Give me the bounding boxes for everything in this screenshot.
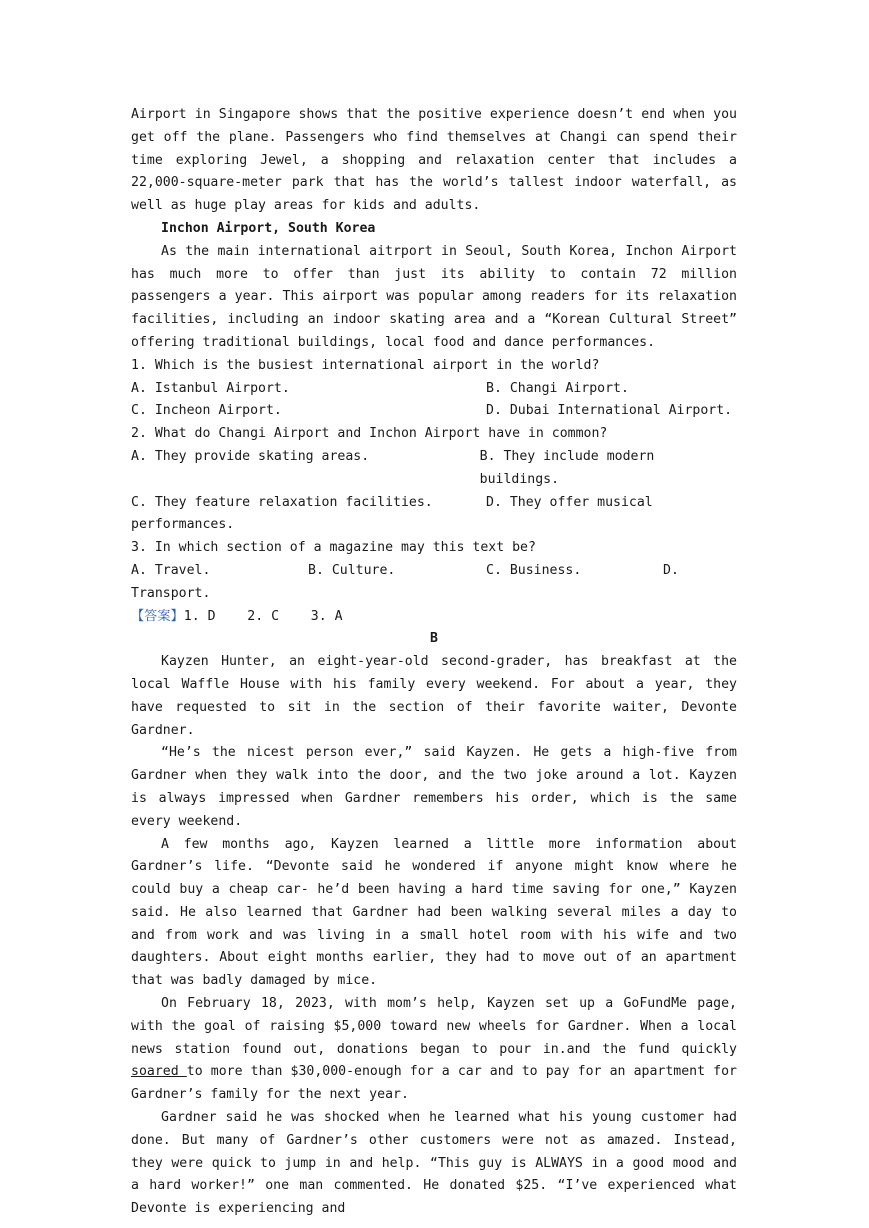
passage-b-paragraph-5: Gardner said he was shocked when he learned what his young customer had done. But many of Gardner’s other customers were not as amazed. Instead, they were quick to jump in and help. “This guy is ALWAYS in a good mood and a hard worker!” one man commented. He donated $25. “I’ve experienced what Devonte is experiencing and — [131, 1110, 737, 1217]
question-2-option-b: B. They include modern buildings. — [479, 448, 655, 487]
inchon-paragraph: As the main international aitrport in Seoul, South Korea, Inchon Airport has much more to offer than just its ability to contain 72 million passengers a year. This airport was popular among readers for its relaxation facilities, including an indoor skating area and a “Korean Cultural Street” offering traditional buildings, local food and dance performances. — [131, 243, 737, 350]
question-2-option-d-wrap: performances. — [131, 517, 235, 533]
question-2-stem: 2. What do Changi Airport and Inchon Airport have in common? — [131, 426, 608, 442]
question-1-option-b: B. Changi Airport. — [486, 380, 629, 396]
question-2-option-d: D. They offer musical — [486, 494, 653, 510]
question-2-option-c: C. They feature relaxation facilities. — [131, 494, 433, 510]
section-b-heading: B — [430, 631, 438, 647]
question-2-options-row-2 — [131, 492, 737, 515]
answer-line — [131, 606, 737, 629]
question-1-stem: 1. Which is the busiest international airport in the world? — [131, 357, 600, 373]
question-3-option-d: D. — [663, 562, 679, 578]
question-2-options-row-1 — [131, 446, 737, 492]
answer-label: 【答案】 — [131, 608, 184, 624]
question-3-option-b: B. Culture. — [308, 562, 396, 578]
passage-b-paragraph-1: Kayzen Hunter, an eight-year-old second-grader, has breakfast at the local Waffle House with his family every weekend. For about a year, they have requested to sit in the section of their favorite waiter, Devonte Gardner. — [131, 654, 737, 738]
underlined-word-soared: soared — [131, 1064, 187, 1080]
inchon-heading: Inchon Airport, South Korea — [161, 220, 376, 236]
question-3-option-d-wrap: Transport. — [131, 585, 211, 601]
question-3-option-c: C. Business. — [486, 562, 582, 578]
passage-b-paragraph-4 — [131, 993, 737, 1107]
answer-text: 1. D 2. C 3. A — [183, 608, 343, 624]
question-3-stem: 3. In which section of a magazine may this text be? — [131, 540, 536, 556]
changi-paragraph: Airport in Singapore shows that the positive experience doesn’t end when you get off the plane. Passengers who find themselves at Changi can spend their time exploring Jewel, a shopping and relaxation center that includes a 22,000-square-meter park that has the world’s tallest indoor waterfall, as well as huge play areas for kids and adults. — [131, 107, 737, 214]
passage-b-paragraph-3: A few months ago, Kayzen learned a little more information about Gardner’s life. “Devonte said he wondered if anyone might know where he could buy a cheap car- he’d been having a hard time saving for one,” Kayzen said. He also learned that Gardner had been walking several miles a day to and from work and was living in a small hotel room with his wife and two daughters. About eight months earlier, they had to move out of an apartment that was badly damaged by mice. — [131, 836, 737, 989]
paragraph-4-text-after: to more than $30,000-enough for a car and to pay for an apartment for Gardner’s family for the next year. — [131, 1064, 737, 1103]
question-1-option-c: C. Incheon Airport. — [131, 403, 282, 419]
question-1-option-d: D. Dubai International Airport. — [486, 403, 733, 419]
question-3-options-row — [131, 560, 737, 583]
question-3-option-a: A. Travel. — [131, 562, 211, 578]
question-1-options-row-1 — [131, 378, 737, 401]
passage-b-paragraph-2: “He’s the nicest person ever,” said Kayzen. He gets a high-five from Gardner when they walk into the door, and the two joke around a lot. Kayzen is always impressed when Gardner remembers his order, which is the same every weekend. — [131, 745, 737, 829]
paragraph-4-text-before: On February 18, 2023, with mom’s help, Kayzen set up a GoFundMe page, with the goal of raising $5,000 toward new wheels for Gardner. When a local news station found out, donations began to pour in.and the fund quickly — [131, 996, 737, 1057]
document-page — [131, 104, 737, 1221]
question-1-option-a: A. Istanbul Airport. — [131, 380, 290, 396]
question-1-options-row-2 — [131, 400, 737, 423]
question-2-option-a: A. They provide skating areas. — [131, 448, 370, 464]
